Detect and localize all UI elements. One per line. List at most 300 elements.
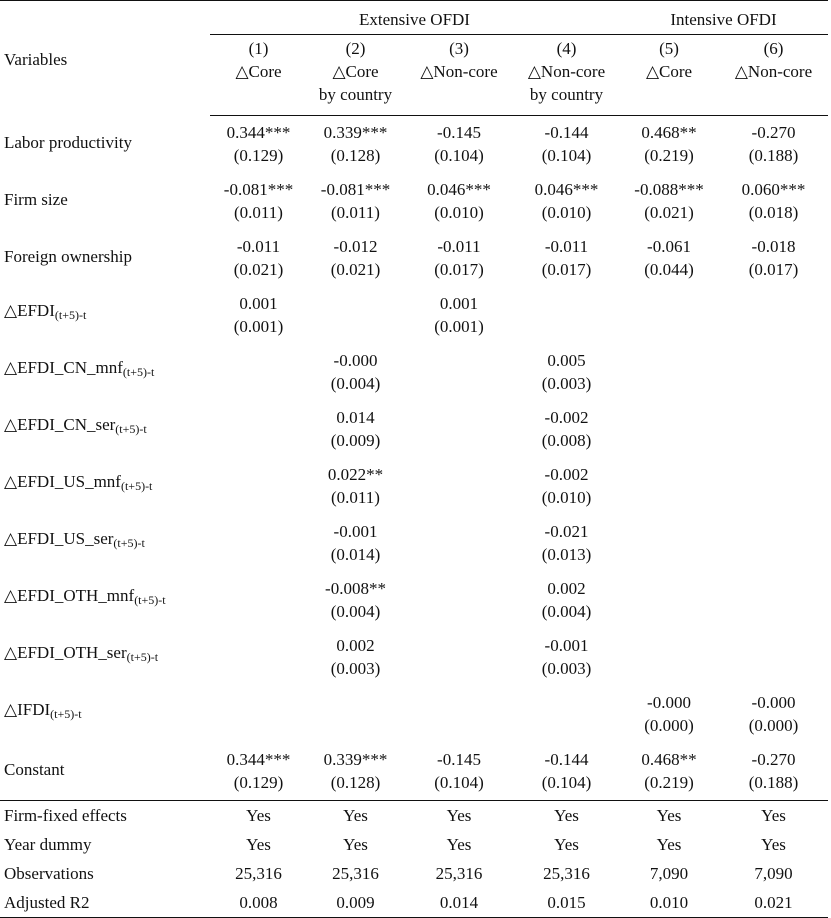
coef-cell: [619, 743, 719, 801]
coef-cell: [619, 572, 719, 629]
coef-cell: [619, 629, 719, 686]
coef-cell: [210, 458, 307, 515]
coefficient-value: -0.144: [544, 123, 589, 143]
coefficient-value: -0.000: [647, 693, 691, 712]
coef-cell: [514, 515, 619, 572]
coefficient-value: [619, 406, 719, 429]
standard-error-value: [404, 372, 514, 395]
coef-cell: [514, 173, 619, 230]
coef-cell: [307, 686, 404, 743]
row-label: [0, 344, 210, 401]
coef-cell: [307, 116, 404, 173]
row-label: [0, 401, 210, 458]
coef-cell: [719, 515, 828, 572]
row-label-text: △IFDI: [4, 700, 51, 719]
column-header-4: [514, 35, 619, 116]
stat-value: Yes: [246, 834, 271, 854]
coefficient-value: 0.005: [547, 351, 586, 370]
row-label-subscript: (t+5)-t: [115, 422, 147, 436]
column-header-line2: by country: [529, 85, 604, 104]
coef-cell: [307, 173, 404, 230]
standard-error-value: (0.129): [233, 146, 284, 166]
coefficient-value: -0.081***: [320, 180, 391, 199]
coefficient-value: [210, 463, 307, 486]
coefficient-value: [404, 406, 514, 429]
standard-error-value: [404, 714, 514, 737]
coef-cell: [210, 173, 307, 230]
standard-error-value: (0.128): [330, 146, 381, 166]
standard-error-value: [719, 543, 828, 566]
standard-error-value: (0.004): [330, 602, 381, 621]
coef-cell: [307, 458, 404, 515]
coef-cell: [619, 686, 719, 743]
stat-value: Yes: [719, 800, 828, 830]
table-row: [0, 287, 828, 344]
standard-error-value: (0.188): [748, 773, 799, 792]
coefficient-value: 0.002: [336, 636, 375, 655]
standard-error-value: [719, 315, 828, 338]
coefficient-value: [619, 463, 719, 486]
table-row: [0, 173, 828, 230]
row-label-text: △EFDI_US_ser: [4, 529, 114, 548]
standard-error-value: (0.001): [233, 317, 284, 336]
standard-error-value: [210, 657, 307, 680]
coefficient-value: [404, 520, 514, 543]
coef-cell: [404, 743, 514, 801]
standard-error-value: (0.000): [748, 716, 799, 735]
standard-error-value: (0.003): [541, 374, 592, 393]
table-row: [0, 458, 828, 515]
coef-cell: [619, 401, 719, 458]
standard-error-value: [619, 315, 719, 338]
row-label: [0, 458, 210, 515]
stat-value: 25,316: [435, 863, 483, 883]
coefficient-value: 0.339***: [323, 750, 388, 769]
stat-value: 0.015: [514, 888, 619, 918]
standard-error-value: (0.219): [644, 146, 694, 166]
stat-label: Year dummy: [4, 834, 92, 854]
standard-error-value: (0.104): [434, 146, 484, 166]
coefficient-value: 0.468**: [641, 750, 697, 769]
stat-label: Observations: [4, 863, 94, 883]
coefficient-value: [514, 691, 619, 714]
coef-cell: [210, 686, 307, 743]
standard-error-value: (0.011): [331, 488, 380, 507]
standard-error-value: (0.000): [644, 716, 694, 735]
coef-cell: [404, 116, 514, 173]
coef-cell: [404, 173, 514, 230]
standard-error-value: [514, 315, 619, 338]
table-row: [0, 116, 828, 173]
coef-cell: [210, 230, 307, 287]
coefficient-value: -0.002: [544, 408, 589, 427]
coefficient-value: -0.001: [544, 636, 589, 655]
column-header-num: (3): [449, 39, 469, 58]
table-row: [0, 743, 828, 801]
standard-error-value: (0.008): [541, 431, 592, 450]
coefficient-value: -0.144: [544, 750, 589, 769]
coef-cell: [210, 629, 307, 686]
row-label-subscript: (t+5)-t: [134, 593, 166, 607]
column-header-line1: △Non-core: [420, 62, 498, 81]
row-label-text: Constant: [4, 759, 65, 779]
standard-error-value: [619, 486, 719, 509]
standard-error-value: (0.009): [330, 431, 381, 450]
row-label: [0, 629, 210, 686]
row-label: [0, 572, 210, 629]
coef-cell: [514, 743, 619, 801]
standard-error-value: (0.018): [748, 203, 799, 222]
coefficient-value: -0.081***: [223, 180, 294, 199]
coefficient-value: [307, 691, 404, 714]
coefficient-value: -0.000: [751, 693, 796, 712]
coef-cell: [210, 515, 307, 572]
coefficient-value: [404, 691, 514, 714]
standard-error-value: [404, 600, 514, 623]
coef-cell: [514, 116, 619, 173]
standard-error-value: (0.021): [644, 203, 694, 222]
row-label-text: Firm size: [4, 189, 68, 209]
coefficient-value: -0.011: [236, 237, 281, 256]
row-label-subscript: (t+5)-t: [113, 536, 145, 550]
standard-error-value: (0.011): [234, 203, 283, 222]
row-label: [0, 743, 210, 801]
coefficient-value: -0.008**: [325, 579, 386, 598]
coefficient-value: 0.046***: [534, 180, 599, 199]
coefficient-value: -0.018: [751, 237, 796, 256]
table-row: [0, 344, 828, 401]
column-header-3: [404, 35, 514, 116]
stat-value: 0.021: [719, 888, 828, 918]
coef-cell: [307, 743, 404, 801]
coef-cell: [210, 572, 307, 629]
coef-cell: [619, 230, 719, 287]
coef-cell: [307, 401, 404, 458]
standard-error-value: (0.104): [541, 146, 592, 166]
column-header-line1: △Core: [235, 62, 282, 81]
coef-cell: [719, 344, 828, 401]
row-label-subscript: (t+5)-t: [122, 365, 155, 379]
standard-error-value: [210, 543, 307, 566]
coefficient-value: [210, 577, 307, 600]
coefficient-value: -0.011: [437, 237, 481, 256]
stat-value: Yes: [404, 800, 514, 830]
standard-error-value: (0.013): [541, 545, 592, 564]
coefficient-value: 0.060***: [741, 180, 806, 199]
standard-error-value: [307, 315, 404, 338]
coefficient-value: 0.339***: [323, 123, 388, 143]
coefficient-value: [210, 634, 307, 657]
stat-value: 7,090: [754, 863, 793, 883]
coef-cell: [619, 458, 719, 515]
coef-cell: [619, 116, 719, 173]
standard-error-value: (0.017): [748, 260, 799, 279]
coef-cell: [719, 116, 828, 173]
stat-value: Yes: [343, 834, 368, 854]
standard-error-value: [619, 657, 719, 680]
standard-error-value: [210, 372, 307, 395]
stat-value: Yes: [210, 800, 307, 830]
standard-error-value: [619, 600, 719, 623]
stat-value: 0.014: [404, 888, 514, 918]
coefficient-value: [210, 349, 307, 372]
coef-cell: [404, 629, 514, 686]
stat-row: [0, 800, 828, 830]
row-label-text: △EFDI_CN_mnf: [4, 358, 123, 377]
coefficient-value: [619, 577, 719, 600]
coef-cell: [210, 116, 307, 173]
coef-cell: [514, 686, 619, 743]
coef-cell: [514, 401, 619, 458]
coef-cell: [619, 515, 719, 572]
stat-value: Yes: [656, 834, 682, 854]
standard-error-value: (0.219): [644, 773, 694, 792]
column-header-line1: △Non-core: [734, 62, 813, 81]
coefficient-value: 0.468**: [641, 123, 697, 143]
coefficient-value: -0.145: [437, 123, 481, 143]
coefficient-value: [404, 463, 514, 486]
coef-cell: [719, 572, 828, 629]
coef-cell: [514, 344, 619, 401]
standard-error-value: (0.014): [330, 545, 381, 564]
coefficient-value: 0.002: [547, 579, 586, 598]
coef-cell: [404, 401, 514, 458]
standard-error-value: [404, 657, 514, 680]
coefficient-value: -0.061: [647, 237, 691, 256]
coef-cell: [404, 515, 514, 572]
stat-row: [0, 888, 828, 918]
coefficient-value: [619, 349, 719, 372]
row-label-subscript: (t+5)-t: [54, 308, 87, 322]
standard-error-value: (0.128): [330, 773, 381, 792]
coef-cell: [719, 458, 828, 515]
row-label-text: △EFDI: [4, 301, 55, 320]
stat-row: [0, 830, 828, 859]
row-label-subscript: (t+5)-t: [126, 650, 159, 664]
coefficient-value: [619, 292, 719, 315]
coefficient-value: 0.022**: [327, 465, 384, 484]
standard-error-value: (0.021): [233, 260, 284, 279]
coefficient-value: -0.088***: [634, 180, 704, 199]
standard-error-value: (0.010): [434, 203, 484, 222]
stat-label: Firm-fixed effects: [0, 800, 210, 830]
standard-error-value: [210, 714, 307, 737]
coef-cell: [514, 629, 619, 686]
standard-error-value: (0.044): [644, 260, 694, 279]
stat-value: Yes: [446, 834, 472, 854]
group-intensive-ofdi: Intensive OFDI: [619, 4, 828, 35]
stat-row: [0, 859, 828, 888]
coef-cell: [210, 401, 307, 458]
row-label: [0, 173, 210, 230]
coefficient-value: [514, 292, 619, 315]
stat-value: Yes: [307, 800, 404, 830]
standard-error-value: (0.003): [330, 659, 381, 678]
coef-cell: [514, 458, 619, 515]
coefficient-value: -0.000: [333, 351, 378, 370]
table-row: [0, 230, 828, 287]
coef-cell: [210, 287, 307, 344]
coefficient-value: [404, 349, 514, 372]
coef-cell: [404, 572, 514, 629]
stat-value: Yes: [514, 800, 619, 830]
row-label: [0, 287, 210, 344]
standard-error-value: (0.004): [330, 374, 381, 393]
coefficient-value: 0.344***: [226, 123, 291, 143]
row-label: [0, 116, 210, 173]
row-label: [0, 230, 210, 287]
coef-cell: [307, 572, 404, 629]
standard-error-value: (0.011): [331, 203, 380, 222]
coefficient-value: -0.012: [333, 237, 378, 256]
row-label-text: △EFDI_OTH_ser: [4, 643, 127, 662]
standard-error-value: [719, 372, 828, 395]
coef-cell: [719, 401, 828, 458]
coef-cell: [514, 572, 619, 629]
stat-value: 0.010: [619, 888, 719, 918]
coefficient-value: 0.001: [439, 294, 479, 313]
coefficient-value: [719, 634, 828, 657]
coefficient-value: [404, 634, 514, 657]
stat-value: 0.009: [307, 888, 404, 918]
standard-error-value: [514, 714, 619, 737]
standard-error-value: [719, 657, 828, 680]
standard-error-value: (0.188): [748, 146, 799, 166]
standard-error-value: [210, 486, 307, 509]
coef-cell: [404, 344, 514, 401]
row-label: [0, 515, 210, 572]
coefficient-value: [719, 520, 828, 543]
coefficient-value: [210, 691, 307, 714]
coefficient-value: -0.001: [333, 522, 378, 541]
coef-cell: [307, 344, 404, 401]
coef-cell: [719, 287, 828, 344]
standard-error-value: (0.004): [541, 602, 592, 621]
variables-header: Variables: [4, 50, 68, 70]
standard-error-value: (0.104): [434, 773, 484, 792]
coef-cell: [307, 287, 404, 344]
coef-cell: [404, 458, 514, 515]
column-header-line2: by country: [318, 85, 393, 104]
column-header-line1: △Core: [332, 62, 379, 81]
stat-value: 25,316: [332, 863, 379, 883]
row-label: [0, 686, 210, 743]
standard-error-value: [404, 486, 514, 509]
standard-error-value: (0.010): [541, 488, 592, 507]
column-header-line1: △Core: [645, 62, 693, 81]
row-label-subscript: (t+5)-t: [120, 479, 153, 493]
coefficient-value: 0.344***: [226, 750, 291, 769]
standard-error-value: [404, 543, 514, 566]
coef-cell: [719, 686, 828, 743]
coefficient-value: [307, 292, 404, 315]
row-label-text: Labor productivity: [4, 132, 132, 152]
stat-value: 25,316: [543, 863, 590, 883]
coef-cell: [307, 629, 404, 686]
coefficient-value: 0.001: [239, 294, 278, 313]
row-label-text: △EFDI_CN_ser: [4, 415, 116, 434]
coefficient-value: 0.014: [336, 408, 375, 427]
coef-cell: [307, 515, 404, 572]
standard-error-value: (0.017): [434, 260, 484, 279]
coefficient-value: -0.011: [544, 237, 589, 256]
column-header-5: [619, 35, 719, 116]
stat-value: 7,090: [649, 863, 689, 883]
coefficient-value: -0.145: [437, 750, 481, 769]
table-row: [0, 572, 828, 629]
column-header-line1: △Non-core: [527, 62, 606, 81]
coefficient-value: -0.270: [751, 123, 796, 143]
coefficient-value: [210, 520, 307, 543]
column-header-6: [719, 35, 828, 116]
table-row: [0, 686, 828, 743]
row-label-text: Foreign ownership: [4, 246, 132, 266]
column-header-num: (2): [345, 39, 366, 58]
coefficient-value: [719, 349, 828, 372]
standard-error-value: [719, 600, 828, 623]
coef-cell: [210, 743, 307, 801]
stat-value: Yes: [761, 834, 786, 854]
coef-cell: [404, 686, 514, 743]
column-header-1: [210, 35, 307, 116]
standard-error-value: [719, 486, 828, 509]
coef-cell: [719, 743, 828, 801]
row-label-text: △EFDI_OTH_mnf: [4, 586, 135, 605]
coef-cell: [719, 230, 828, 287]
standard-error-value: (0.001): [434, 317, 484, 336]
standard-error-value: (0.003): [541, 659, 592, 678]
standard-error-value: (0.010): [541, 203, 592, 222]
column-header-num: (4): [556, 39, 577, 58]
standard-error-value: [619, 372, 719, 395]
coefficient-value: [719, 463, 828, 486]
coef-cell: [404, 230, 514, 287]
table-row: [0, 401, 828, 458]
coef-cell: [619, 173, 719, 230]
coef-cell: [210, 344, 307, 401]
table-row: [0, 629, 828, 686]
standard-error-value: [719, 429, 828, 452]
coef-cell: [719, 629, 828, 686]
coefficient-value: [719, 292, 828, 315]
group-extensive-ofdi: Extensive OFDI: [210, 4, 619, 35]
coefficient-value: [619, 634, 719, 657]
coef-cell: [514, 287, 619, 344]
standard-error-value: [307, 714, 404, 737]
coef-cell: [719, 173, 828, 230]
coefficient-value: [719, 406, 828, 429]
coefficient-value: -0.270: [751, 750, 796, 769]
column-header-num: (1): [248, 39, 269, 58]
row-label-subscript: (t+5)-t: [50, 707, 82, 721]
standard-error-value: [619, 429, 719, 452]
standard-error-value: (0.021): [330, 260, 381, 279]
standard-error-value: (0.104): [541, 773, 592, 792]
group-header-row: [0, 4, 828, 35]
coef-cell: [619, 287, 719, 344]
coef-cell: [514, 230, 619, 287]
standard-error-value: (0.129): [233, 773, 284, 792]
standard-error-value: [210, 429, 307, 452]
column-header-num: (5): [659, 39, 679, 58]
coef-cell: [307, 230, 404, 287]
coefficient-value: [210, 406, 307, 429]
coefficient-value: [404, 577, 514, 600]
table-row: [0, 515, 828, 572]
standard-error-value: (0.017): [541, 260, 592, 279]
stat-value: Yes: [619, 800, 719, 830]
stat-value: Yes: [554, 834, 579, 854]
